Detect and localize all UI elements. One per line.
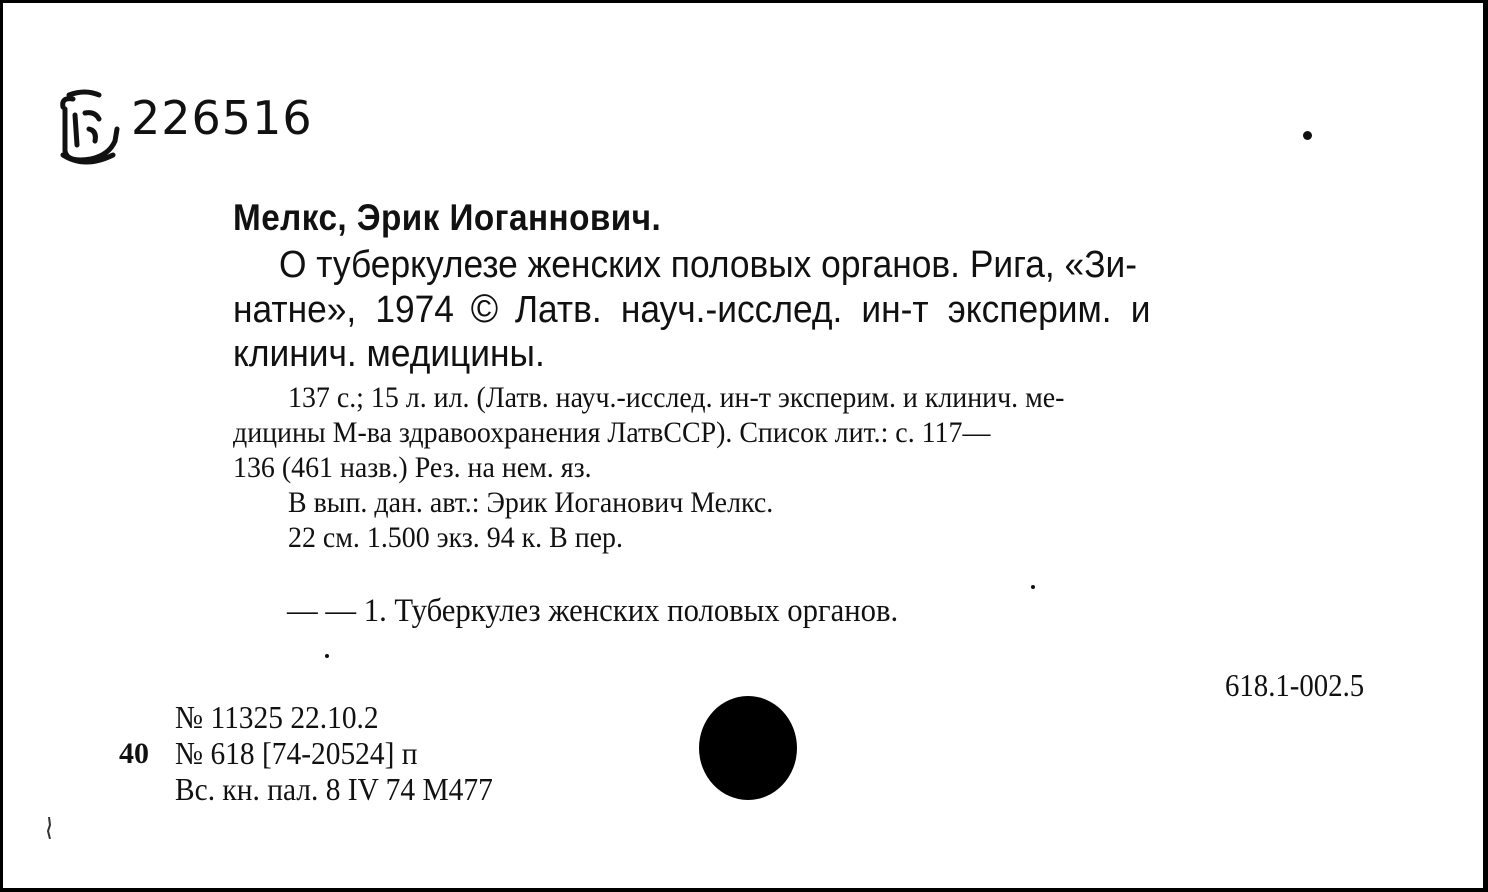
ink-speck bbox=[325, 654, 329, 658]
card-footer bbox=[175, 699, 520, 807]
footer-line: № 11325 22.10.2 bbox=[175, 699, 379, 735]
footer-line: № 618 [74-20524] п bbox=[175, 735, 418, 771]
margin-mark-icon bbox=[47, 817, 52, 839]
physical-description: 22 см. 1.500 экз. 94 к. В пер. bbox=[288, 521, 623, 554]
title-line bbox=[233, 287, 1321, 332]
ink-speck bbox=[1303, 131, 1312, 140]
title-line-part: натне», 1974 bbox=[233, 289, 454, 331]
bibliographic-entry bbox=[233, 193, 1403, 555]
author-heading: Мелкс, Эрик Иоганнович. bbox=[233, 197, 662, 238]
collation-line: дицины М-ва здравоохранения ЛатвССР). Список лит.: с. 117— bbox=[233, 416, 991, 449]
title-line: О туберкулезе женских половых органов. Рига, «Зи- bbox=[279, 244, 1138, 286]
ink-speck bbox=[1031, 585, 1035, 589]
side-number: 40 bbox=[119, 737, 149, 770]
accession-number: 226516 bbox=[131, 91, 313, 145]
handwritten-accession bbox=[55, 83, 313, 173]
footer-line: Вс. кн. пал. 8 IV 74 М477 bbox=[175, 771, 493, 807]
imprint-note: В вып. дан. авт.: Эрик Иоганович Мелкс. bbox=[288, 486, 774, 519]
collation-line: 136 (461 назв.) Рез. на нем. яз. bbox=[233, 451, 592, 484]
title-line-part: Латв. науч.-исслед. ин-т эксперим. и bbox=[514, 289, 1151, 331]
copyright-icon: © bbox=[470, 287, 499, 331]
subject-heading: — — 1. Туберкулез женских половых органов. bbox=[287, 593, 899, 629]
collation-line: 137 с.; 15 л. ил. (Латв. науч.-исслед. ин-т эксперим. и клинич. ме- bbox=[288, 381, 1065, 414]
punch-hole bbox=[699, 696, 797, 800]
title-line: клинич. медицины. bbox=[233, 333, 545, 375]
library-stamp-icon bbox=[55, 85, 127, 171]
udc-code: 618.1-002.5 bbox=[1225, 667, 1365, 703]
